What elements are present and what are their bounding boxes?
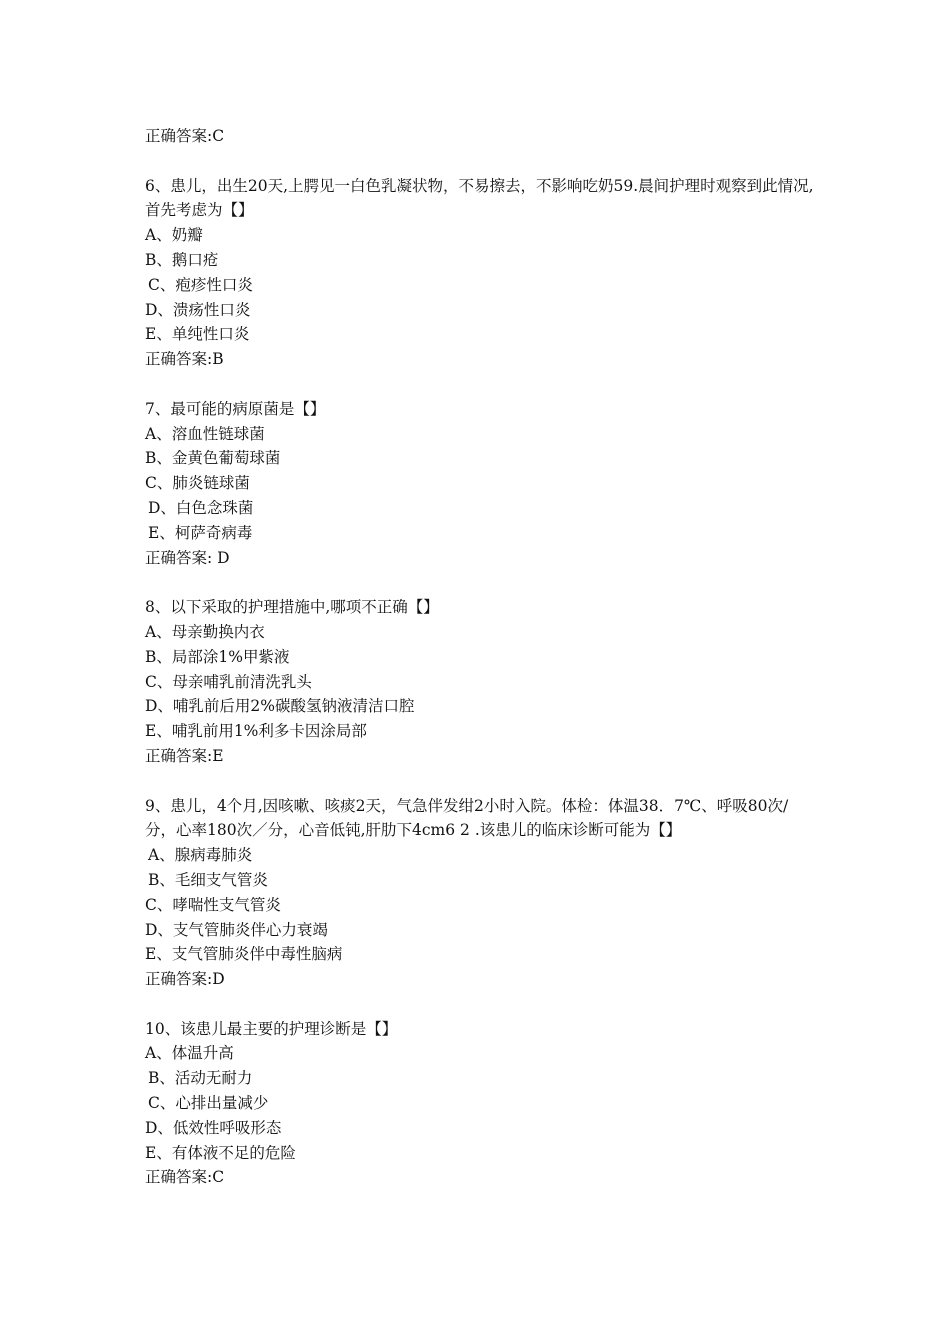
option-b: B、活动无耐力 (148, 1069, 253, 1088)
spacer (145, 372, 815, 397)
question-block-9 (145, 794, 815, 992)
option-b: B、金黄色葡萄球菌 (145, 449, 281, 468)
option-c: C、肺炎链球菌 (145, 474, 250, 493)
correct-answer: 正确答案:B (145, 350, 224, 369)
option-a: A、腺病毒肺炎 (148, 846, 253, 865)
option-a: A、奶瓣 (145, 226, 203, 245)
option-b: B、鹅口疮 (145, 250, 219, 269)
question-block-8 (145, 595, 815, 769)
spacer (145, 570, 815, 595)
spacer (145, 769, 815, 794)
option-e: E、单纯性口炎 (145, 325, 250, 344)
correct-answer: 正确答案:D (145, 970, 225, 989)
option-d: D、支气管肺炎伴心力衰竭 (145, 920, 328, 939)
question-text: 6、患儿，出生20天,上腭见一白色乳凝状物，不易擦去，不影响吃奶59.晨间护理时观察到此情况,首先考虑为【】 (145, 176, 814, 220)
option-d: D、白色念珠菌 (148, 498, 254, 517)
spacer (145, 992, 815, 1017)
option-e: E、柯萨奇病毒 (148, 523, 253, 542)
option-a: A、溶血性链球菌 (145, 424, 265, 443)
question-block-6 (145, 174, 815, 372)
option-d: D、哺乳前后用2%碳酸氢钠液清洁口腔 (145, 697, 415, 716)
question-block-7 (145, 397, 815, 571)
option-b: B、毛细支气管炎 (148, 870, 268, 889)
option-e: E、支气管肺炎伴中毒性脑病 (145, 945, 343, 964)
question-text: 7、最可能的病原菌是【】 (145, 399, 326, 418)
option-b: B、局部涂1%甲紫液 (145, 647, 290, 666)
option-c: C、疱疹性口炎 (148, 275, 253, 294)
option-c: C、心排出量减少 (148, 1094, 269, 1113)
option-d: D、溃疡性口炎 (145, 300, 251, 319)
question-text: 10、该患儿最主要的护理诊断是【】 (145, 1019, 398, 1038)
question-text: 9、患儿，4个月,因咳嗽、咳痰2天，气急伴发绀2小时入院。体检：体温38．7℃、呼吸80次/分，心率180次／分，心音低钝,肝肋下4cm6 2 .该患儿的临床诊断可能为【】 (145, 796, 789, 840)
correct-answer: 正确答案: D (145, 548, 230, 567)
previous-answer: 正确答案:C (145, 127, 225, 145)
option-e: E、哺乳前用1%利多卡因涂局部 (145, 722, 367, 741)
option-a: A、体温升高 (145, 1044, 234, 1063)
correct-answer: 正确答案:E (145, 746, 224, 765)
option-c: C、母亲哺乳前清洗乳头 (145, 672, 312, 691)
correct-answer: 正确答案:C (145, 1168, 225, 1187)
option-a: A、母亲勤换内衣 (145, 622, 265, 641)
question-content (145, 124, 815, 1190)
question-block-10 (145, 1017, 815, 1191)
option-c: C、哮喘性支气管炎 (145, 895, 281, 914)
option-e: E、有体液不足的危险 (145, 1143, 296, 1162)
option-d: D、低效性呼吸形态 (145, 1118, 282, 1137)
question-text: 8、以下采取的护理措施中,哪项不正确【】 (145, 598, 439, 617)
spacer (145, 149, 815, 174)
